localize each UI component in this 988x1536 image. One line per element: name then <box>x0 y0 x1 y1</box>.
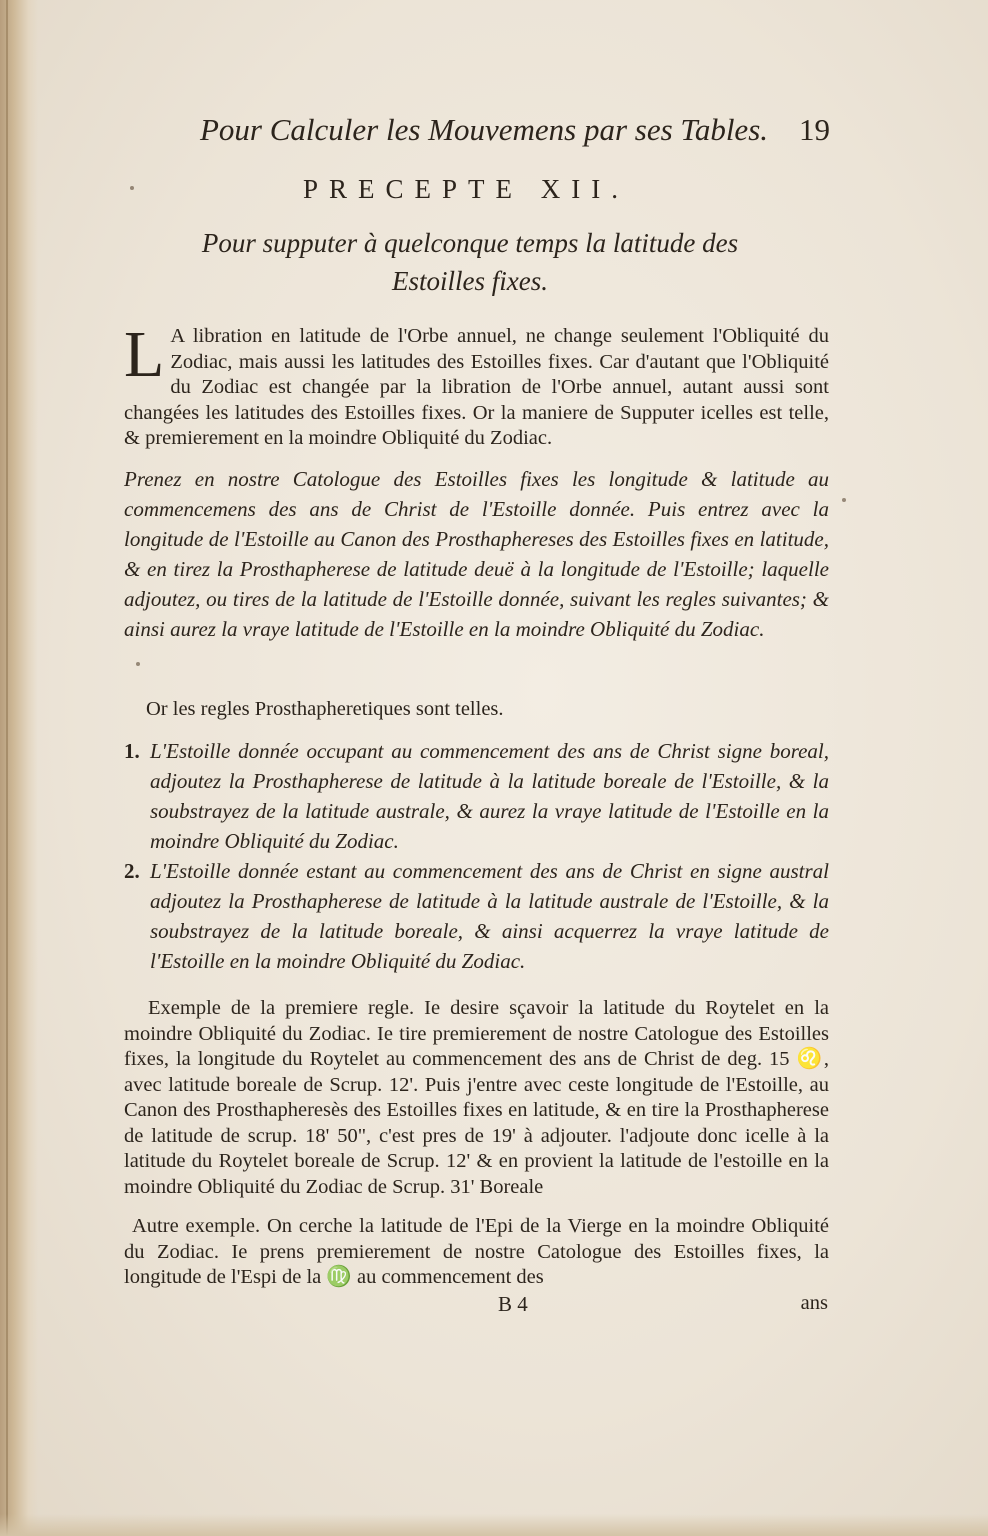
ink-speck <box>842 498 846 502</box>
rule-number: 1. <box>124 739 140 763</box>
page-bottom-edge <box>0 1514 988 1536</box>
intro-paragraph <box>124 318 829 452</box>
example-two-text: Autre exemple. On cerche la latitude de l'Epi de la Vierge en la moindre Obliquité du Zodiac. Ie prens premierement de nostre Catologue des Estoilles fixes, la longitude de l'Espi de la ♍ au commencement des <box>124 1215 829 1288</box>
signature-mark: B 4 <box>498 1292 528 1316</box>
rule-statement-paragraph: Prenez en nostre Catologue des Estoilles fixes les longitude & latitude au commencemens des ans de Christ de l'Estoille donnée. Puis entrez avec la longitude de l'Estoille au Canon des Prosthaphereses des Estoilles fixes en latitude, & en tirez la Prosthapherese de latitude deuë à la longitude de l'Estoille; laquelle adjoutez, ou tires de la latitude de l'Estoille donnée, suivant les regles suivantes; & ainsi aurez la vraye latitude de l'Estoille en la moindre Obliquité du Zodiac. <box>124 467 829 641</box>
precept-subtitle: Pour supputer à quelconque temps la latitude des Estoilles fixes. <box>201 228 739 296</box>
drop-cap-initial: L <box>124 318 165 391</box>
rules-intro-line: Or les regles Prosthapheretiques sont telles. <box>146 698 504 720</box>
running-head <box>200 112 830 152</box>
rule-text: L'Estoille donnée occupant au commencement des ans de Christ signe boreal, adjoutez la Prosthapherese de latitude à la latitude boreale de l'Estoille, & la soubstrayez de la latitude australe, & aurez la vraye latitude de l'Estoille en la moindre Obliquité du Zodiac. <box>150 739 829 853</box>
intro-text: A libration en latitude de l'Orbe annuel, ne change seulement l'Obliquité du Zodiac, mais aussi les latitudes des Estoilles fixes. Car d'autant que l'Obliquité du Zodiac est changée par la libration de l'Orbe annuel, autant aussi sont changées les latitudes des Estoilles fixes. Or la maniere de Supputer icelles est telle, & premierement en la moindre Obliquité du Zodiac. <box>124 325 829 449</box>
precept-heading: PRECEPTE XII. <box>302 174 629 204</box>
ink-speck <box>136 662 140 666</box>
rule-number: 2. <box>124 859 140 883</box>
example-one-text: Exemple de la premiere regle. Ie desire sçavoir la latitude du Roytelet en la moindre Obliquité du Zodiac. Ie tire premierement de nostre Catologue des Estoilles fixes, la longitude du Roytelet au commencement des ans de Christ de deg. 15 ♌, avec latitude boreale de Scrup. 12'. Puis j'entre avec ceste longitude de l'Estoille, au Canon des Prosthapheresès des Estoilles fixes en latitude, & en tire la Prosthapherese de latitude de scrup. 18' 50", c'est pres de 19' à adjouter. l'adjoute donc icelle à la latitude du Roytelet boreale de Scrup. 12' & en provient la latitude de l'estoille en la moindre Obliquité du Zodiac de Scrup. 31' Boreale <box>124 997 829 1198</box>
ink-speck <box>130 186 134 190</box>
example-one-paragraph <box>124 996 829 1200</box>
rule-text: L'Estoille donnée estant au commencement des ans de Christ en signe austral adjoutez la Prosthapherese de latitude à la latitude australe de l'Estoille, & la soubstrayez de la latitude boreale, & ainsi acquerrez la vraye latitude de l'Estoille en la moindre Obliquité du Zodiac. <box>150 859 829 973</box>
rule-item <box>124 736 829 856</box>
catchword: ans <box>800 1292 828 1314</box>
rule-item <box>124 856 829 976</box>
binding-edge-line <box>6 0 8 1536</box>
running-title: Pour Calculer les Mouvemens par ses Tables. <box>200 112 769 147</box>
example-two-paragraph <box>124 1214 829 1291</box>
page-number: 19 <box>799 112 830 147</box>
